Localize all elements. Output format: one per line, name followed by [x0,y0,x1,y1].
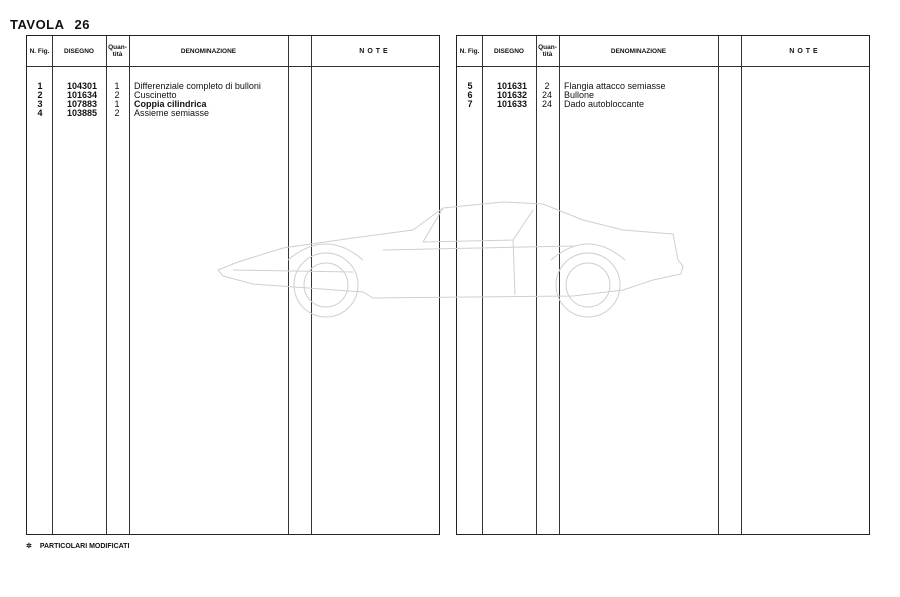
header-quantita: Quan-tità [108,44,127,58]
cell-denominazione: Bullone [564,90,595,100]
table-row [457,100,869,109]
cell-quantita: 24 [541,99,552,109]
table-body-right [457,82,869,109]
title-label: TAVOLA [10,17,65,32]
cell-quantita: 2 [544,81,550,91]
cell-denominazione: Cuscinetto [134,90,177,100]
table-row [27,109,439,118]
cell-quantita: 1 [114,99,120,109]
header-disegno: DISEGNO [64,47,94,55]
footnote [26,542,129,550]
header-note: NOTE [789,47,821,55]
cell-fig: 5 [467,81,473,91]
cell-quantita: 2 [114,90,120,100]
cell-disegno: 107883 [66,99,97,109]
header-disegno: DISEGNO [494,47,524,55]
cell-fig: 2 [37,90,43,100]
cell-quantita: 2 [114,108,120,118]
cell-fig: 3 [37,99,43,109]
cell-disegno: 101634 [66,90,97,100]
header-denominazione: DENOMINAZIONE [610,47,667,55]
cell-denominazione: Flangia attacco semiasse [564,81,666,91]
header-quantita: Quan-tità [538,44,557,58]
cell-denominazione: Coppia cilindrica [134,99,207,109]
cell-disegno: 103885 [66,108,97,118]
cell-quantita: 1 [114,81,120,91]
cell-disegno: 101633 [496,99,527,109]
cell-denominazione: Dado autobloccante [564,99,645,109]
header-denominazione: DENOMINAZIONE [180,47,237,55]
title-number: 26 [74,17,90,32]
cell-fig: 6 [467,90,473,100]
cell-fig: 1 [37,81,43,91]
cell-quantita: 24 [541,90,552,100]
footnote-text: PARTICOLARI MODIFICATI [39,543,130,550]
cell-denominazione: Differenziale completo di bulloni [134,81,261,91]
header-fig: N. Fig. [29,47,50,55]
cell-fig: 7 [467,99,473,109]
cell-disegno: 104301 [66,81,97,91]
cell-disegno: 101632 [496,90,527,100]
cell-fig: 4 [37,108,43,118]
footnote-star-icon: ✲ [26,543,32,550]
cell-disegno: 101631 [496,81,527,91]
car-illustration [213,200,688,325]
header-fig: N. Fig. [459,47,480,55]
page-title [10,17,90,32]
table-body-left [27,82,439,118]
header-note: NOTE [359,47,391,55]
cell-denominazione: Assieme semiasse [134,108,210,118]
